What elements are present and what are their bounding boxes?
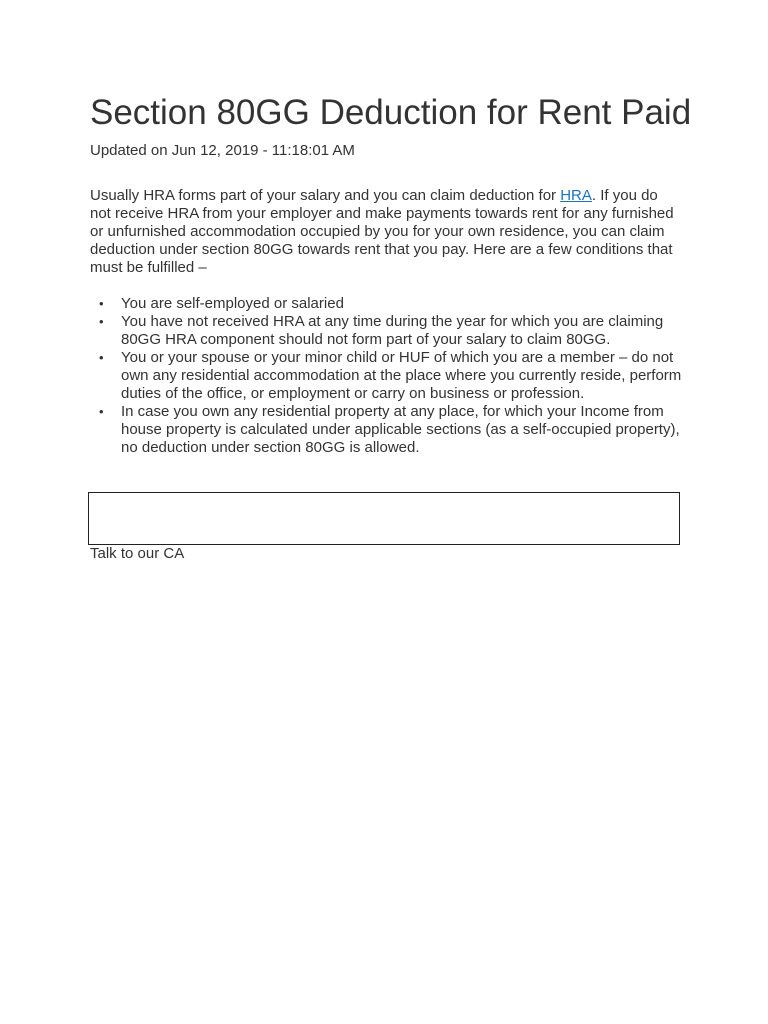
list-item: • You are self-employed or salaried xyxy=(121,295,682,313)
talk-to-ca-label[interactable]: Talk to our CA xyxy=(90,545,185,562)
intro-paragraph xyxy=(90,187,682,277)
updated-timestamp: Updated on Jun 12, 2019 - 11:18:01 AM xyxy=(90,142,355,159)
conditions-list xyxy=(90,295,682,457)
intro-text-after-link: . If you do not receive HRA from your employer and make payments towards rent for any furnished or unfurnished accommodation occupied by you for your own residence, you can claim deduction under section 80GG towards rent that you pay. Here are a few conditions that must be fulfilled – xyxy=(90,187,674,276)
list-item: • You or your spouse or your minor child or HUF of which you are a member – do not own any residential accommodation at the place where you currently reside, perform duties of the office, or employment or carry on business or profession. xyxy=(121,349,682,403)
hra-link[interactable]: HRA xyxy=(560,187,592,204)
list-item: • In case you own any residential property at any place, for which your Income from house property is calculated under applicable sections (as a self-occupied property), no deduction under section 80GG is allowed. xyxy=(121,403,682,457)
cta-box[interactable] xyxy=(88,492,680,545)
page-title: Section 80GG Deduction for Rent Paid xyxy=(90,93,692,132)
intro-text-before-link: Usually HRA forms part of your salary and you can claim deduction for xyxy=(90,187,561,204)
list-item: • You have not received HRA at any time during the year for which you are claiming 80GG HRA component should not form part of your salary to claim 80GG. xyxy=(121,313,682,349)
